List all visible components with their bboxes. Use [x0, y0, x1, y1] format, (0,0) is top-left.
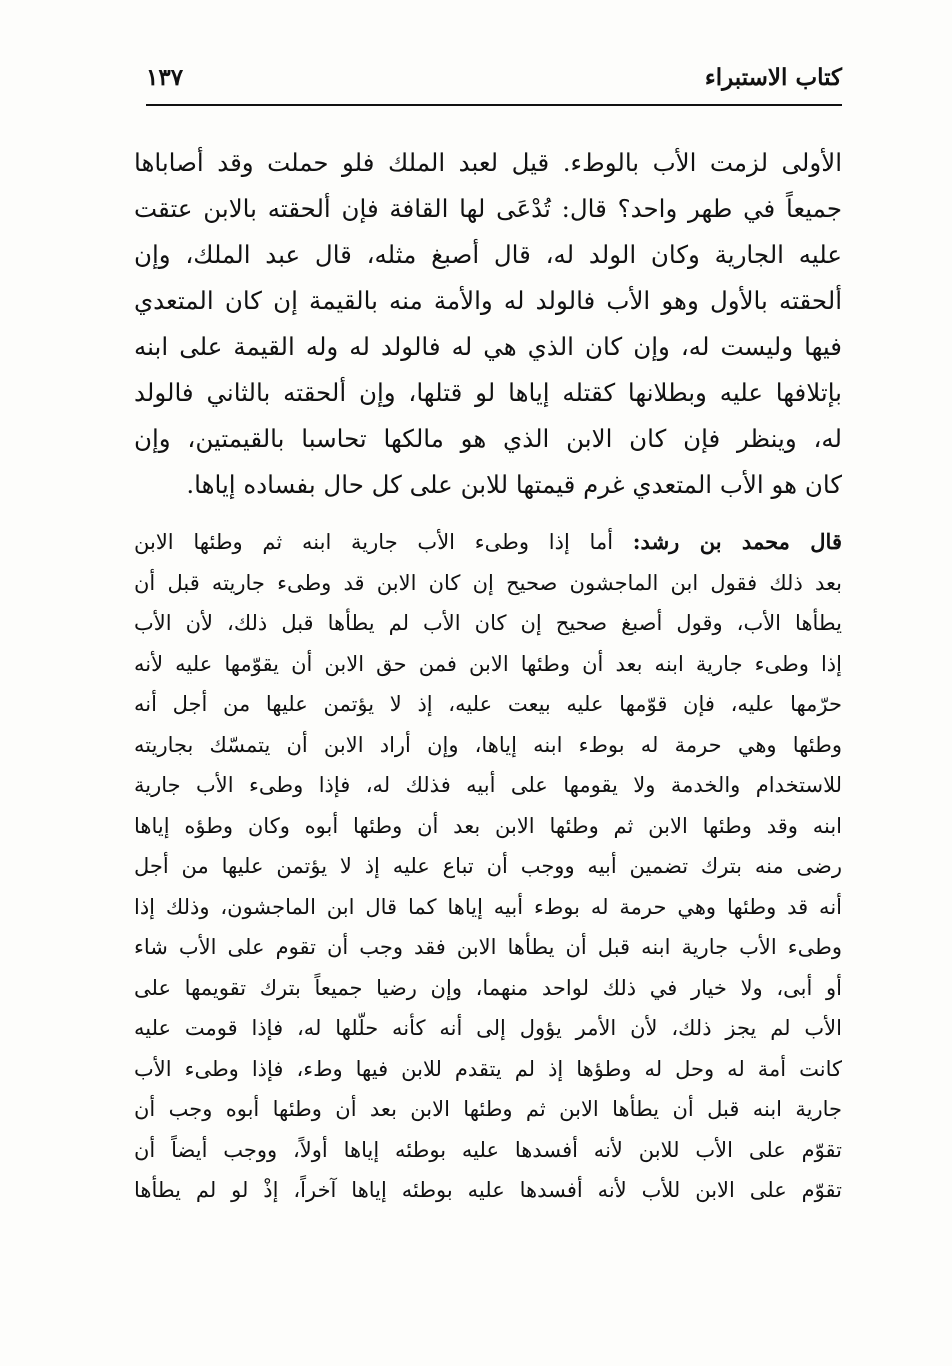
text-line: ألحقته بالأول وهو الأب فالولد له والأمة منه بالقيمة إن كان المتعدي: [134, 286, 842, 315]
text-line: كانت أمة له وحل له وطؤها إذ لم يتقدم للابن فيها وطء، فإذا وطىء الأب: [134, 1056, 842, 1081]
commentary-lead: قال محمد بن رشد:: [632, 529, 842, 554]
page-number: ١٣٧: [146, 64, 184, 91]
text-span: أما إذا وطىء الأب جارية ابنه ثم وطئها الابن: [134, 530, 633, 554]
text-line: للاستخدام والخدمة ولا يقومها على أبيه فذلك له، فإذا وطىء الأب جارية: [134, 773, 842, 797]
text-line: له، وينظر فإن كان الابن الذي هو مالكها تحاسبا بالقيمتين، وإن: [134, 424, 842, 453]
text-line: رضى منه بترك تضمين أبيه ووجب أن تباع عليه إذ لا يؤتمن عليها من أجل: [134, 854, 842, 878]
text-line: جميعاً في طهر واحد؟ قال: تُدْعَى لها القافة فإن ألحقته بالابن عتقت: [134, 194, 842, 223]
book-title: كتاب الاستبراء: [704, 64, 842, 91]
text-line: جارية ابنه قبل أن يطأها الابن ثم وطئها الابن بعد أن وطئها أبوه وجب أن: [134, 1097, 842, 1121]
text-line: بعد ذلك فقول ابن الماجشون صحيح إن كان الابن قد وطىء جاريته قبل أن: [134, 570, 842, 595]
text-line: تقوّم على الأب للابن لأنه أفسدها عليه بوطئه إياها أولاً، ووجب أيضاً أن: [134, 1137, 842, 1162]
paragraph-2: [134, 522, 842, 1211]
text-line: يطأها الأب، وقول أصبغ صحيح إن كان الأب لم يطأها قبل ذلك، لأن الأب: [134, 611, 842, 635]
text-line: كان هو الأب المتعدي غرم قيمتها للابن على كل حال بفساده إياها.: [186, 470, 842, 499]
header-rule: [146, 104, 842, 106]
text-line: وطىء الأب جارية ابنه قبل أن يطأها الابن فقد وجب أن تقوم على الأب شاء: [134, 935, 842, 959]
text-line: إذا وطىء جارية ابنه بعد أن وطئها الابن فمن حق الابن أن يقوّمها عليه لأنه: [134, 651, 842, 676]
paragraph-1: [134, 140, 842, 508]
text-line: أنه قد وطئها وهي حرمة له بوطء أبيه إياها كما قال ابن الماجشون، وذلك إذا: [134, 894, 842, 919]
text-line: الأولى لزمت الأب بالوطء. قيل لعبد الملك فلو حملت وقد أصاباها: [134, 148, 842, 177]
text-line: تقوّم على الابن للأب لأنه أفسدها عليه بوطئه إياها آخراً، إذْ لو لم يطأها: [134, 1178, 842, 1202]
text-line: وطئها وهي حرمة له بوطء ابنه إياها، وإن أراد الابن أن يتمسّك بجاريته: [134, 732, 842, 757]
text-line: فيها وليست له، وإن كان الذي هي له فالولد له وله القيمة على ابنه: [134, 332, 842, 361]
text-line: أو أبى، ولا خيار في ذلك لواحد منهما، وإن رضيا جميعاً بترك تقويمها على: [134, 975, 842, 1000]
text-line: [134, 522, 842, 563]
text-line: عليه الجارية وكان الولد له، قال أصبغ مثله، قال عبد الملك، وإن: [134, 240, 842, 269]
text-line: ابنه وقد وطئها الابن ثم وطئها الابن بعد أن وطئها أبوه وكان وطؤه إياها: [134, 813, 842, 838]
text-line: حرّمها عليه، فإن قوّمها عليه بيعت عليه، إذ لا يؤتمن عليها من أجل أنه: [134, 692, 842, 716]
running-header: [146, 62, 842, 102]
text-line: الأب لم يجز ذلك، لأن الأمر يؤول إلى أنه كأنه حلّلها له، فإذا قومت عليه: [134, 1016, 842, 1040]
text-line: بإتلافها عليه وبطلانها كقتله إياها لو قتلها، وإن ألحقته بالثاني فالولد: [134, 378, 842, 407]
